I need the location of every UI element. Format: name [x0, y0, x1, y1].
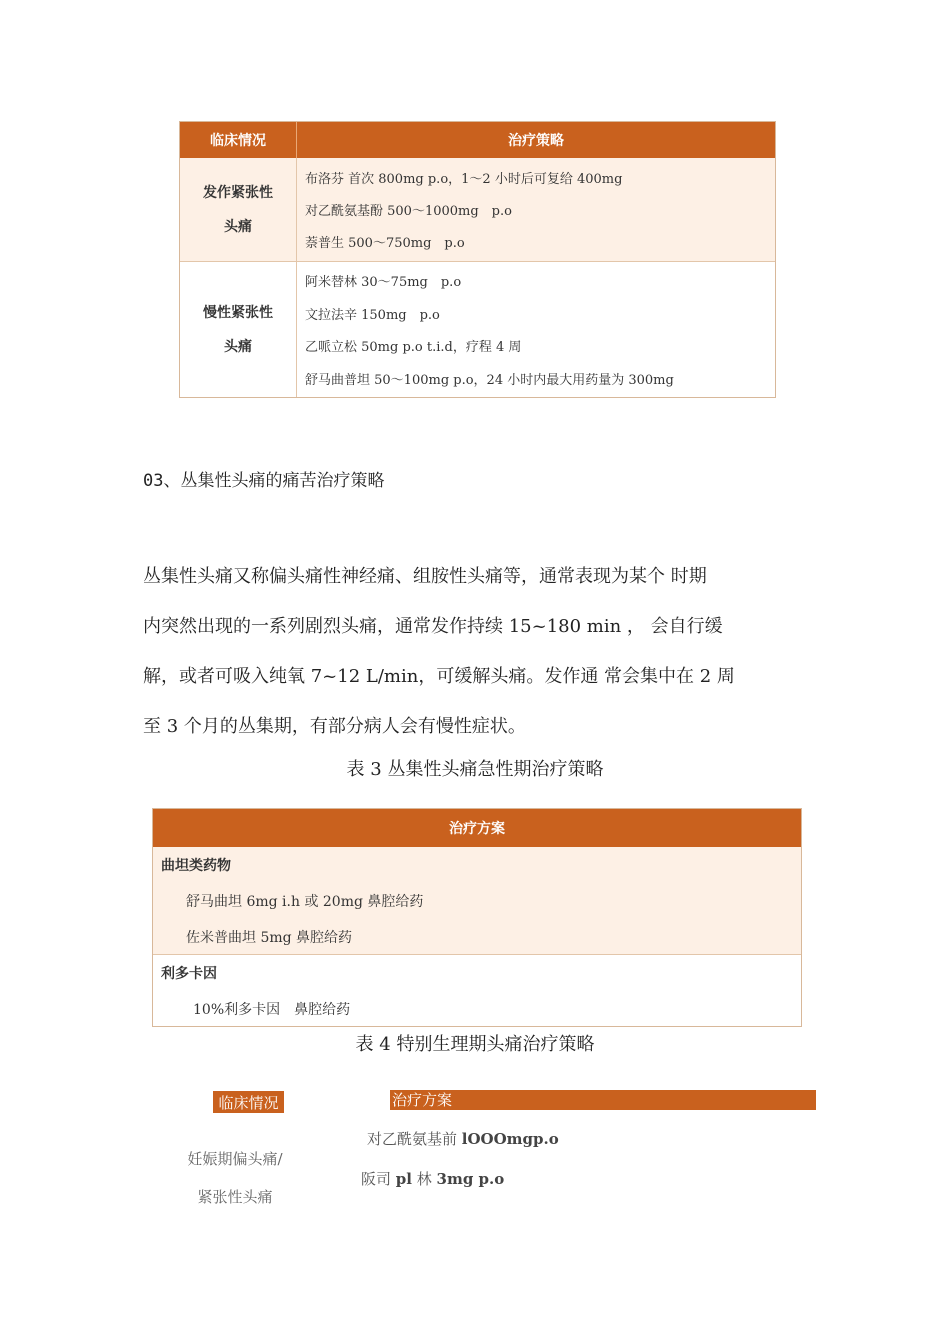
paragraph-line: 内突然出现的一系列剧烈头痛，通常发作持续 15~180 min ， 会自行缓 — [143, 616, 723, 637]
treatment-dose: lOOOmgp.o — [461, 1130, 559, 1148]
section-heading: 03、丛集性头痛的痛苦治疗策略 — [143, 471, 385, 491]
table-header — [180, 122, 775, 158]
treatment-cell — [297, 262, 775, 397]
condition-cell — [180, 262, 297, 397]
header-condition: 临床情况 — [213, 1091, 284, 1113]
table-section — [153, 847, 801, 955]
condition-line: 妊娠期偏头痛/ — [187, 1150, 283, 1168]
treatment-line: 乙哌立松 50mg p.o t.i.d，疗程 4 周 — [305, 340, 522, 356]
treatment-cell — [297, 158, 775, 261]
treatment-line: 10%利多卡因 鼻腔给药 — [193, 1002, 351, 1018]
treatment-line: 对乙酰氨基酚 500～1000mg p.o — [305, 203, 512, 219]
treatment-drug: 对乙酰氨基前 — [367, 1130, 462, 1148]
table-row — [180, 262, 775, 397]
paragraph-line: 至 3 个月的丛集期，有部分病人会有慢性症状。 — [143, 716, 526, 737]
section-title: 曲坦类药物 — [161, 858, 231, 874]
treatment-line — [361, 1168, 504, 1189]
condition-cell — [170, 1140, 300, 1216]
tension-headache-table — [179, 121, 776, 398]
table-header: 治疗方案 — [153, 809, 801, 847]
paragraph-line: 解，或者可吸入纯氧 7~12 L/min，可缓解头痛。发作通 常会集中在 2 周 — [143, 666, 735, 687]
treatment-drug-part: pl — [395, 1170, 412, 1188]
header-condition: 临床情况 — [180, 122, 297, 158]
table-caption: 表 3 丛集性头痛急性期治疗策略 — [346, 759, 604, 780]
condition-line: 头痛 — [224, 218, 252, 235]
body-paragraph — [143, 552, 823, 752]
table-caption: 表 4 特别生理期头痛治疗策略 — [355, 1034, 595, 1055]
paragraph-line: 丛集性头痛又称偏头痛性神经痛、组胺性头痛等，通常表现为某个 时期 — [143, 566, 707, 587]
header-treatment: 治疗方案 — [390, 1090, 816, 1110]
treatment-line: 布洛芬 首次 800mg p.o，1～2 小时后可复给 400mg — [305, 171, 623, 187]
treatment-drug-part: 林 — [411, 1170, 437, 1188]
condition-line: 慢性紧张性 — [203, 304, 273, 321]
condition-line: 头痛 — [224, 338, 252, 355]
treatment-line: 舒马曲坦 6mg i.h 或 20mg 鼻腔给药 — [186, 894, 424, 910]
condition-line: 发作紧张性 — [203, 184, 273, 201]
treatment-drug: 阪司 — [361, 1170, 396, 1188]
treatment-line: 佐米普曲坦 5mg 鼻腔给药 — [186, 930, 353, 946]
cluster-headache-table — [152, 808, 802, 1027]
treatment-line: 舒马曲普坦 50～100mg p.o，24 小时内最大用药量为 300mg — [305, 373, 674, 389]
table-section — [153, 955, 801, 1026]
treatment-line — [367, 1128, 559, 1149]
table-row — [180, 158, 775, 262]
header-strategy: 治疗策略 — [508, 133, 564, 149]
condition-line: 紧张性头痛 — [197, 1188, 273, 1206]
section-title: 利多卡因 — [161, 966, 217, 982]
treatment-line: 阿米替林 30～75mg p.o — [305, 274, 462, 290]
treatment-line: 文拉法辛 150mg p.o — [305, 307, 440, 323]
condition-cell — [180, 158, 297, 261]
treatment-line: 萘普生 500～750mg p.o — [305, 236, 465, 252]
treatment-dose: 3mg p.o — [436, 1170, 505, 1188]
